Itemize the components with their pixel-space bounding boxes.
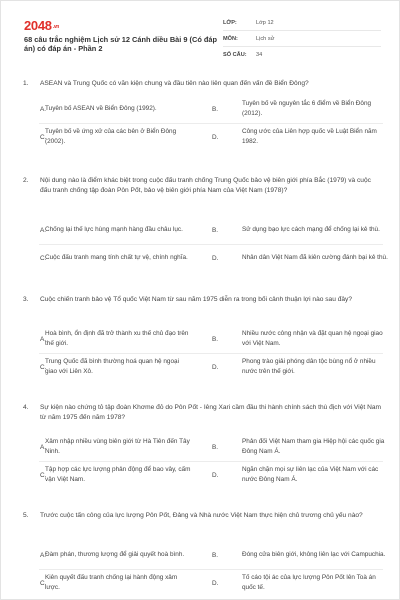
option-a[interactable]	[23, 437, 200, 457]
option-letter: C.	[40, 579, 47, 587]
option-text: Nhân dân Việt Nam đã kiên cường đánh bại kẻ thù.	[242, 254, 388, 261]
option-b[interactable]	[212, 437, 389, 457]
option-c[interactable]	[23, 465, 200, 485]
option-b[interactable]	[212, 545, 389, 565]
option-letter: A.	[40, 105, 47, 113]
option-d[interactable]	[212, 248, 389, 268]
option-a[interactable]	[23, 99, 200, 119]
question-stem	[23, 176, 383, 196]
option-text: Tuyên bố ASEAN về Biển Đông (1992).	[45, 105, 157, 112]
option-letter: D.	[212, 363, 219, 371]
option-text: Sử dụng bạo lực cách mạng để chống lại kẻ thù.	[242, 226, 380, 233]
option-text: Tuyên bố về ứng xử của các bên ở Biển Đông (2002).	[45, 128, 177, 145]
question-number: 4.	[23, 404, 29, 411]
option-letter: B.	[212, 443, 219, 451]
question-number: 1.	[23, 80, 29, 87]
option-letter: B.	[212, 105, 219, 113]
meta-row-count	[223, 47, 381, 63]
option-divider	[39, 123, 383, 124]
option-b[interactable]	[212, 99, 389, 119]
option-b[interactable]	[212, 220, 389, 240]
option-d[interactable]	[212, 127, 389, 147]
option-letter: C.	[40, 254, 47, 262]
meta-table	[223, 15, 381, 63]
option-d[interactable]	[212, 357, 389, 377]
option-letter: D.	[212, 471, 219, 479]
option-text: Nhiều nước công nhận và đặt quan hệ ngoại giao với Việt Nam.	[242, 330, 383, 347]
meta-key: SỐ CÂU:	[223, 52, 247, 58]
option-d[interactable]	[212, 465, 389, 485]
logo-suffix: .vn	[52, 23, 60, 30]
option-text: Chống lại thế lực hùng mạnh hàng đầu châu lục.	[45, 226, 183, 233]
option-divider	[39, 353, 383, 354]
option-text: Phản đối Việt Nam tham gia Hiệp hội các quốc gia Đông Nam Á.	[242, 438, 385, 455]
option-divider	[39, 244, 383, 245]
question-text: Cuộc chiến tranh bảo vệ Tổ quốc Việt Nam từ sau năm 1975 diễn ra trong bối cảnh thuận lợi nào sau đây?	[40, 296, 353, 303]
option-letter: B.	[212, 335, 219, 343]
option-text: Tố cáo tội ác của lực lượng Pôn Pốt lên Toà án quốc tế.	[242, 574, 376, 591]
option-letter: B.	[212, 226, 219, 234]
question-number: 5.	[23, 512, 29, 519]
option-letter: D.	[212, 254, 219, 262]
question-text: Nội dung nào là điểm khác biệt trong cuộc đấu tranh chống Trung Quốc bảo vệ biên giới phía Bắc (1979) và cuộc đấu tranh chống tập đoàn Pôn Pốt, bảo vệ biên giới phía Nam của Việt Nam (1978)?	[40, 177, 371, 194]
option-divider	[39, 569, 383, 570]
meta-value: Lịch sử	[256, 35, 275, 42]
question-stem	[23, 403, 383, 423]
option-text: Trung Quốc đã bình thường hoá quan hệ ngoại giao với Liên Xô.	[45, 358, 180, 375]
option-text: Đàm phán, thương lượng để giải quyết hoà bình.	[45, 551, 185, 558]
option-letter: C.	[40, 133, 47, 141]
question-item	[23, 176, 388, 262]
option-a[interactable]	[23, 220, 200, 240]
meta-key: LỚP:	[223, 19, 237, 26]
option-letter: B.	[212, 551, 219, 559]
option-c[interactable]	[23, 357, 200, 377]
option-c[interactable]	[23, 573, 200, 593]
meta-value: 34	[256, 52, 263, 58]
option-letter: C.	[40, 363, 47, 371]
option-text: Hoà bình, ổn định đã trở thành xu thế chủ đạo trên thế giới.	[45, 330, 189, 347]
option-b[interactable]	[212, 329, 389, 349]
question-item	[23, 295, 383, 375]
option-text: Xâm nhập nhiều vùng biên giới từ Hà Tiên đến Tây Ninh.	[45, 438, 190, 455]
question-text: Trước cuộc tấn công của lực lượng Pôn Pốt, Đảng và Nhà nước Việt Nam thực hiện chủ trương chủ yếu nào?	[40, 512, 363, 519]
logo-text: 2048	[24, 18, 52, 33]
option-letter: D.	[212, 133, 219, 141]
option-divider	[39, 461, 383, 462]
option-c[interactable]	[23, 248, 200, 268]
option-d[interactable]	[212, 573, 389, 593]
question-stem	[23, 295, 383, 305]
option-text: Cuộc đấu tranh mang tính chất tự vệ, chính nghĩa.	[45, 254, 188, 261]
option-text: Tuyên bố về nguyên tắc 6 điểm về Biển Đông (2012).	[242, 100, 372, 117]
option-letter: D.	[212, 579, 219, 587]
question-item	[23, 79, 383, 145]
option-letter: A.	[40, 443, 47, 451]
meta-key: MÔN:	[223, 35, 238, 42]
page-title: 68 câu trắc nghiệm Lịch sử 12 Cánh diều Bài 9 (Có đáp án) có đáp án - Phần 2	[24, 35, 218, 53]
option-c[interactable]	[23, 127, 200, 147]
option-text: Phong trào giải phóng dân tộc bùng nổ ở nhiều nước trên thế giới.	[242, 358, 376, 375]
option-letter: A.	[40, 551, 47, 559]
meta-value: Lớp 12	[256, 19, 274, 26]
option-text: Đóng cửa biên giới, không liên lạc với Campuchia.	[242, 551, 386, 558]
meta-row-grade	[223, 15, 381, 31]
question-item	[23, 403, 385, 483]
question-stem	[23, 511, 383, 521]
option-text: Tập hợp các lực lượng phản động để bao vây, cấm vận Việt Nam.	[45, 466, 191, 483]
option-a[interactable]	[23, 329, 200, 349]
question-number: 3.	[23, 296, 29, 303]
option-letter: A.	[40, 226, 47, 234]
question-stem	[23, 79, 383, 89]
option-text: Ngăn chặn mọi sự liên lạc của Việt Nam với các nước Đông Nam Á.	[242, 466, 379, 483]
option-text: Kiên quyết đấu tranh chống lại hành động xâm lược.	[45, 574, 178, 591]
option-a[interactable]	[23, 545, 200, 565]
meta-row-subject	[223, 31, 381, 47]
question-text: ASEAN và Trung Quốc có văn kiện chung và đầu tiên nào liên quan đến vấn đề Biển Đông?	[40, 80, 309, 87]
site-logo[interactable]	[24, 18, 59, 33]
question-item	[23, 511, 386, 591]
option-letter: C.	[40, 471, 47, 479]
option-letter: A.	[40, 335, 47, 343]
question-text: Sự kiện nào chứng tỏ tập đoàn Khơme đỏ do Pôn Pốt - Iêng Xari cầm đầu thi hành chính sách thù địch với Việt Nam từ năm 1975 đến năm 1978?	[40, 404, 382, 421]
option-text: Công ước của Liên hợp quốc về Luật Biển năm 1982.	[242, 128, 377, 145]
question-number: 2.	[23, 177, 29, 184]
